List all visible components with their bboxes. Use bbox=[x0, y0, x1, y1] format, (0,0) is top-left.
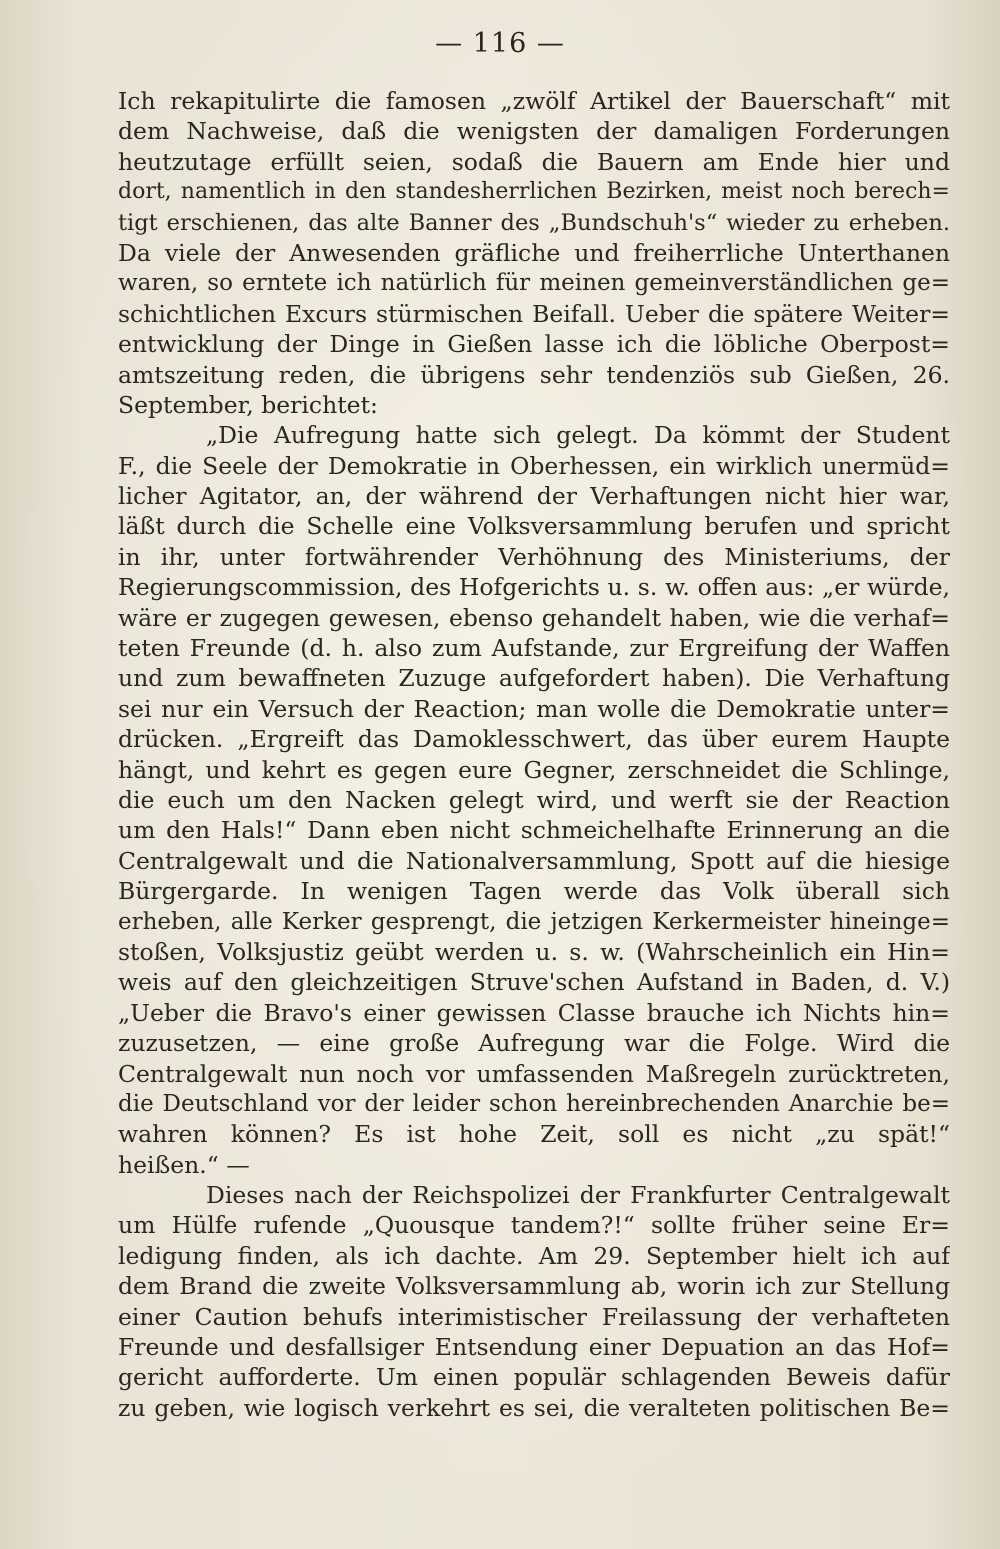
text-line: sei nur ein Versuch der Reaction; man wolle die Demokratie unter= bbox=[118, 694, 950, 723]
text-line: „Die Aufregung hatte sich gelegt. Da kömmt der Student bbox=[206, 421, 950, 450]
text-line: zuzusetzen, — eine große Aufregung war die Folge. Wird die bbox=[118, 1029, 950, 1058]
text-line: um Hülfe rufende „Quousque tandem?!“ sollte früher seine Er= bbox=[118, 1211, 950, 1240]
text-line: teten Freunde (d. h. also zum Aufstande, zur Ergreifung der Waffen bbox=[118, 634, 950, 663]
text-line: drücken. „Ergreift das Damoklesschwert, das über eurem Haupte bbox=[118, 725, 950, 754]
text-line: F., die Seele der Demokratie in Oberhessen, ein wirklich unermüd= bbox=[118, 451, 950, 480]
text-line: in ihr, unter fortwährender Verhöhnung des Ministeriums, der bbox=[118, 542, 950, 571]
page-number: — 116 — bbox=[435, 28, 565, 59]
text-line: wahren können? Es ist hohe Zeit, soll es nicht „zu spät!“ bbox=[118, 1120, 950, 1149]
text-line: stoßen, Volksjustiz geübt werden u. s. w. (Wahrscheinlich ein Hin= bbox=[118, 937, 950, 966]
text-line: hängt, und kehrt es gegen eure Gegner, zerschneidet die Schlinge, bbox=[118, 755, 950, 784]
text-line: und zum bewaffneten Zuzuge aufgefordert haben). Die Verhaftung bbox=[118, 664, 950, 693]
text-line: erheben, alle Kerker gesprengt, die jetzigen Kerkermeister hineinge= bbox=[118, 908, 950, 935]
text-line: Centralgewalt nun noch vor umfassenden Maßregeln zurücktreten, bbox=[118, 1059, 950, 1088]
text-line: heutzutage erfüllt seien, sodaß die Bauern am Ende hier und bbox=[118, 147, 950, 176]
text-line: zu geben, wie logisch verkehrt es sei, die veralteten politischen Be= bbox=[118, 1393, 950, 1422]
text-line: entwicklung der Dinge in Gießen lasse ich die löbliche Oberpost= bbox=[118, 330, 950, 359]
text-line: Freunde und desfallsiger Entsendung einer Depuation an das Hof= bbox=[118, 1333, 950, 1362]
text-line: Ich rekapitulirte die famosen „zwölf Artikel der Bauerschaft“ mit bbox=[118, 87, 950, 115]
text-line: Da viele der Anwesenden gräfliche und freiherrliche Unterthanen bbox=[118, 238, 950, 267]
text-line: wäre er zugegen gewesen, ebenso gehandelt haben, wie die verhaf= bbox=[118, 603, 950, 632]
text-line: Dieses nach der Reichspolizei der Frankfurter Centralgewalt bbox=[206, 1181, 950, 1210]
text-line: die Deutschland vor der leider schon hereinbrechenden Anarchie be= bbox=[118, 1090, 950, 1117]
text-line: tigt erschienen, das alte Banner des „Bundschuh's“ wieder zu erheben. bbox=[118, 209, 950, 236]
text-line: dem Nachweise, daß die wenigsten der damaligen Forderungen bbox=[118, 117, 950, 146]
text-line: um den Hals!“ Dann eben nicht schmeichelhafte Erinnerung an die bbox=[118, 816, 950, 845]
text-line: schichtlichen Excurs stürmischen Beifall. Ueber die spätere Weiter= bbox=[118, 299, 950, 328]
text-line: einer Caution behufs interimistischer Freilassung der verhafteten bbox=[118, 1302, 950, 1331]
text-line: Bürgergarde. In wenigen Tagen werde das Volk überall sich bbox=[118, 877, 950, 906]
text-line: die euch um den Nacken gelegt wird, und werft sie der Reaction bbox=[118, 785, 950, 814]
text-line: läßt durch die Schelle eine Volksversammlung berufen und spricht bbox=[118, 512, 950, 541]
text-line: dort, namentlich in den standesherrlichen Bezirken, meist noch berech= bbox=[118, 179, 950, 205]
text-line: „Ueber die Bravo's einer gewissen Classe brauche ich Nichts hin= bbox=[118, 998, 950, 1027]
text-line: September, berichtet: bbox=[118, 390, 378, 419]
text-line: heißen.“ — bbox=[118, 1150, 250, 1179]
body-text bbox=[118, 86, 950, 1423]
text-line: dem Brand die zweite Volksversammlung ab, worin ich zur Stellung bbox=[118, 1272, 950, 1301]
text-line: licher Agitator, an, der während der Verhaftungen nicht hier war, bbox=[118, 482, 950, 511]
text-line: Centralgewalt und die Nationalversammlung, Spott auf die hiesige bbox=[118, 846, 950, 875]
text-line: gericht aufforderte. Um einen populär schlagenden Beweis dafür bbox=[118, 1363, 950, 1392]
text-line: waren, so erntete ich natürlich für meinen gemeinverständlichen ge= bbox=[118, 270, 950, 297]
text-line: weis auf den gleichzeitigen Struve'schen Aufstand in Baden, d. V.) bbox=[118, 968, 950, 997]
text-line: ledigung finden, als ich dachte. Am 29. September hielt ich auf bbox=[118, 1241, 950, 1270]
text-line: Regierungscommission, des Hofgerichts u. s. w. offen aus: „er würde, bbox=[118, 573, 950, 602]
text-line: amtszeitung reden, die übrigens sehr tendenziös sub Gießen, 26. bbox=[118, 360, 950, 389]
